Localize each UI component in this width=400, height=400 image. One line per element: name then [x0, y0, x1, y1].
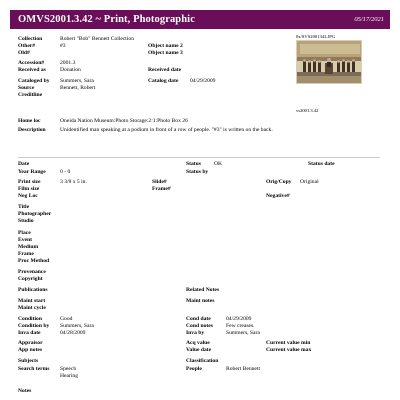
event-label: Event: [18, 237, 32, 243]
photo-thumbnail[interactable]: [296, 40, 362, 84]
inva-date-label: Inva date: [18, 330, 41, 336]
description-value: Unidentified man speaking at a podium in front of a row of people. "#3" is written on the back.: [60, 127, 273, 133]
received-date-label: Received date: [148, 67, 182, 73]
source-label: Source: [18, 85, 35, 91]
received-as-label: Received as: [18, 67, 46, 73]
people-value: Robert Bennett: [226, 366, 261, 372]
other-number-value: #3: [60, 43, 66, 49]
maint-start-label: Maint start: [18, 298, 46, 304]
condition-value: Good: [60, 316, 73, 322]
cond-date-label: Cond date: [186, 316, 211, 322]
page-title: OMVS2001.3.42 ~ Print, Photographic: [18, 14, 195, 25]
received-as-value: Donation: [60, 67, 81, 73]
home-loc-value: Oneida Nation Museum:Photo Storage:2:1:Photo Box 26: [60, 118, 188, 124]
record-header: [10, 10, 390, 29]
search-term-hearing: Hearing: [60, 373, 79, 379]
print-size-value: 3 3/8 x 5 in.: [60, 179, 87, 185]
value-date-label: Value date: [186, 347, 212, 353]
inva-date-value: 04/28/2009: [60, 330, 86, 336]
orig-copy-value: Original: [300, 179, 319, 185]
search-terms-label: Search terms: [18, 366, 50, 372]
studio-label: Studio: [18, 218, 34, 224]
status-by-label: Status by: [186, 169, 209, 175]
photo-image: [297, 41, 362, 84]
condition-by-value: Summers, Sara: [60, 323, 94, 329]
catalog-date-value: 04/29/2009: [190, 78, 216, 84]
frame-label: Frame: [18, 251, 34, 257]
collection-label: Collection: [18, 36, 43, 42]
proc-method-label: Proc Method: [18, 258, 50, 264]
accession-label: Accession#: [18, 60, 45, 66]
slide-label: Slide#: [152, 179, 167, 185]
description-label: Description: [18, 127, 46, 133]
catalog-date-label: Catalog date: [148, 78, 179, 84]
print-size-label: Print size: [18, 179, 41, 185]
film-size-label: Film size: [18, 186, 40, 192]
cond-notes-label: Cond notes: [186, 323, 213, 329]
related-notes-label: Related Notes: [186, 287, 220, 293]
status-date-label: Status date: [308, 161, 335, 167]
print-date: 05/17/2021: [354, 16, 384, 23]
inva-by-label: Inva by: [186, 330, 205, 336]
current-value-max-label: Current value max: [266, 347, 312, 353]
frame-number-label: Frame#: [152, 186, 171, 192]
place-label: Place: [18, 230, 31, 236]
condition-label: Condition: [18, 316, 42, 322]
year-range-value: 0 - 0: [60, 169, 71, 175]
people-label: People: [186, 366, 202, 372]
photographer-label: Photographer: [18, 211, 52, 217]
acq-value-label: Acq value: [186, 340, 210, 346]
search-term-speech: Speech: [60, 366, 77, 372]
publications-label: Publications: [18, 287, 48, 293]
classification-label: Classification: [186, 358, 219, 364]
photo-filename: 0x/SVS2001342.JPG: [296, 34, 336, 39]
source-value: Bennett, Robert: [60, 85, 96, 91]
title-label: Title: [18, 204, 30, 210]
medium-label: Medium: [18, 244, 39, 250]
inva-by-value: Summers, Sara: [226, 330, 260, 336]
provenance-label: Provenance: [18, 269, 46, 275]
orig-copy-label: Orig/Copy: [266, 179, 292, 185]
object-name-2-label: Object name 2: [148, 43, 183, 49]
year-range-label: Year Range: [18, 169, 46, 175]
status-value: OK: [214, 161, 223, 167]
maint-notes-label: Maint notes: [186, 298, 215, 304]
maint-cycle-label: Maint cycle: [18, 305, 46, 311]
section-divider: [18, 157, 380, 158]
current-value-min-label: Current value min: [266, 340, 311, 346]
creditline-label: Creditline: [18, 92, 43, 98]
appraisor-label: Appraisor: [18, 340, 43, 346]
collection-value: Robert "Bob" Bennett Collection: [60, 36, 135, 42]
accession-value: 2001.3: [60, 60, 76, 66]
other-number-label: Other#: [18, 43, 36, 49]
neg-loc-label: Neg Loc: [18, 193, 38, 199]
copyright-label: Copyright: [18, 276, 43, 282]
cond-notes-value: Few creases.: [226, 323, 255, 329]
home-loc-label: Home loc: [18, 118, 41, 124]
date-label: Date: [18, 161, 30, 167]
subjects-label: Subjects: [18, 358, 39, 364]
app-notes-label: App notes: [18, 347, 43, 353]
object-name-3-label: Object name 3: [148, 50, 183, 56]
cond-date-value: 04/29/2009: [226, 316, 252, 322]
cataloged-by-label: Cataloged by: [18, 78, 50, 84]
negative-number-label: Negative#: [266, 193, 290, 199]
notes-label: Notes: [18, 388, 32, 394]
old-number-label: Old#: [18, 50, 30, 56]
cataloged-by-value: Summers, Sara: [60, 78, 94, 84]
photo-caption: vs2001.3.42: [296, 108, 319, 113]
condition-by-label: Condition by: [18, 323, 50, 329]
status-label: Status: [186, 161, 201, 167]
